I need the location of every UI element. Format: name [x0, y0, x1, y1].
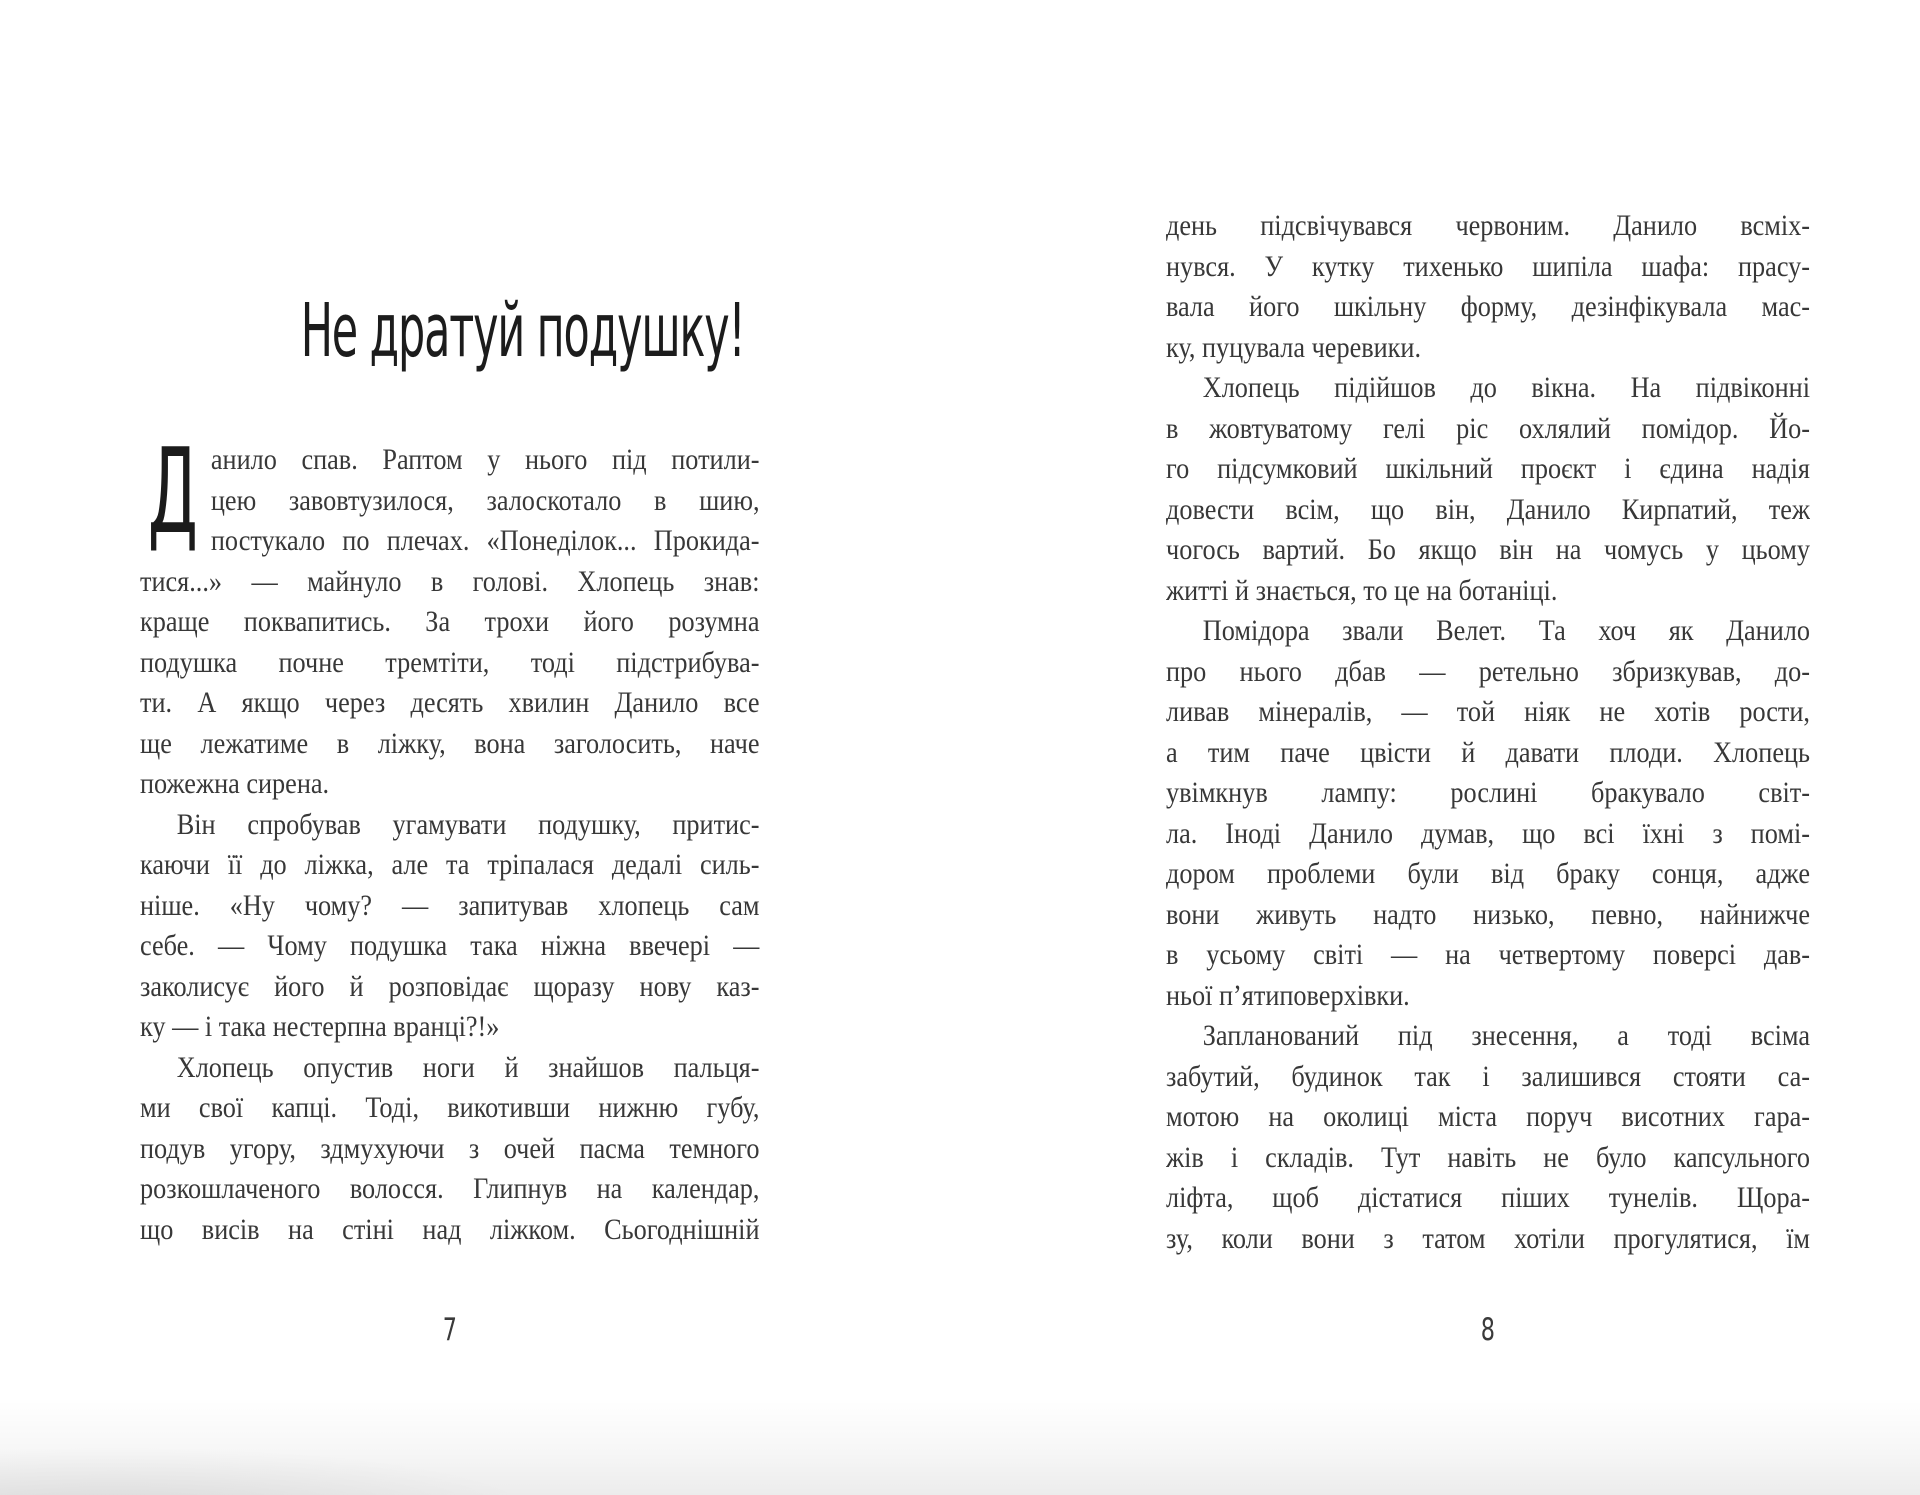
- text-line: тися...» — майнуло в голові. Хлопець знав:: [140, 564, 760, 598]
- text-line: ще лежатиме в ліжку, вона заголосить, наче: [140, 726, 760, 760]
- text-line: подушка почне тремтіти, тоді підстрибува-: [140, 645, 760, 679]
- paragraph: [140, 422, 760, 805]
- right-page-number-value: 8: [1480, 1312, 1496, 1348]
- paragraph: [1166, 206, 1810, 368]
- paragraph: [140, 805, 760, 1048]
- left-page-number: [140, 1312, 760, 1348]
- text-line: ніше. «Ну чому? — запитував хлопець сам: [140, 888, 760, 922]
- chapter-title: Не дратуй подушку!: [300, 288, 745, 374]
- text-line: в усьому світі — на четвертому поверсі дав-: [1166, 938, 1810, 971]
- text-line: Помідора звали Велет. Та хоч як Данило: [1202, 614, 1810, 647]
- text-line: ньої п’ятиповерхівки.: [1166, 978, 1410, 1012]
- paragraph: [1166, 1016, 1810, 1259]
- text-line: подув угору, здмухуючи з очей пасма темного: [140, 1131, 760, 1165]
- chapter-title-wrap: [140, 288, 760, 374]
- text-line: анило спав. Раптом у нього під потили-: [210, 443, 760, 476]
- paragraph: [140, 1048, 760, 1251]
- text-line: го підсумковий шкільний проєкт і єдина надія: [1166, 452, 1810, 485]
- text-line: дором проблеми були від браку сонця, адже: [1166, 857, 1810, 890]
- text-line: про нього дбав — ретельно збризкував, до-: [1166, 654, 1810, 688]
- text-line: Запланований під знесення, а тоді всіма: [1202, 1019, 1810, 1052]
- text-line: ми свої капці. Тоді, викотивши нижню губу,: [140, 1091, 760, 1124]
- text-line: що висів на стіні над ліжком. Сьогоднішній: [140, 1212, 760, 1246]
- text-line: день підсвічувався червоним. Данило всміх-: [1166, 209, 1810, 242]
- text-line: забутий, будинок так і залишився стояти са-: [1166, 1059, 1810, 1093]
- text-line: ливав мінералів, — той ніяк не хотів рости,: [1166, 695, 1810, 728]
- text-line: цею завовтузилося, залоскотало в шию,: [210, 483, 760, 517]
- text-line: постукало по плечах. «Понеділок... Прокида-: [210, 524, 760, 557]
- text-line: краще поквапитись. За трохи його розумна: [140, 605, 760, 638]
- text-line: розкошлаченого волосся. Глипнув на календар,: [140, 1172, 760, 1205]
- text-line: жів і складів. Тут навіть не було капсульного: [1166, 1140, 1810, 1174]
- text-line: нувся. У кутку тихенько шипіла шафа: прасу-: [1166, 249, 1810, 283]
- text-line: пожежна сирена.: [140, 767, 330, 800]
- text-line: ти. А якщо через десять хвилин Данило все: [140, 686, 760, 719]
- text-line: заколисує його й розповідає щоразу нову каз-: [140, 969, 760, 1003]
- text-line: мотою на околиці міста поруч висотних гара-: [1166, 1100, 1810, 1133]
- text-line: житті й знається, то це на ботаніці.: [1166, 573, 1558, 607]
- text-line: ліфта, щоб дістатися піших тунелів. Щора-: [1166, 1181, 1810, 1214]
- text-line: в жовтуватому гелі ріс охлялий помідор. Йо-: [1166, 411, 1810, 445]
- text-line: Хлопець опустив ноги й знайшов пальця-: [176, 1050, 760, 1084]
- drop-cap-letter: Д: [147, 422, 198, 560]
- text-line: зу, коли вони з татом хотіли прогулятися, їм: [1166, 1221, 1810, 1255]
- text-line: вала його шкільну форму, дезінфікувала мас-: [1166, 290, 1810, 323]
- text-line: вони живуть надто низько, певно, найнижче: [1166, 897, 1810, 931]
- text-line: каючи її до ліжка, але та тріпалася дедалі силь-: [140, 848, 760, 881]
- left-page-number-value: 7: [442, 1312, 458, 1348]
- left-page-text-column: [140, 422, 760, 1250]
- paragraph: [1166, 368, 1810, 611]
- text-line: ку — і така нестерпна вранці?!»: [140, 1010, 500, 1043]
- right-page-text-column: [1166, 206, 1810, 1259]
- text-line: себе. — Чому подушка така ніжна ввечері —: [140, 929, 760, 962]
- text-line: Хлопець підійшов до вікна. На підвіконні: [1202, 371, 1810, 404]
- text-line: а тим паче цвісти й давати плоди. Хлопець: [1166, 735, 1810, 769]
- text-line: Він спробував угамувати подушку, притис-: [176, 807, 760, 841]
- paragraph: [1166, 611, 1810, 1016]
- text-line: ку, пуцувала черевики.: [1166, 330, 1422, 364]
- text-line: довести всім, що він, Данило Кирпатий, теж: [1166, 492, 1810, 526]
- page-bottom-shade: [0, 1400, 1920, 1495]
- right-page-number: [1166, 1312, 1810, 1348]
- text-line: ла. Іноді Данило думав, що всі їхні з помі-: [1166, 816, 1810, 850]
- text-line: чогось вартий. Бо якщо він на чомусь у цьому: [1166, 533, 1810, 566]
- text-line: увімкнув лампу: рослині бракувало світ-: [1166, 776, 1810, 809]
